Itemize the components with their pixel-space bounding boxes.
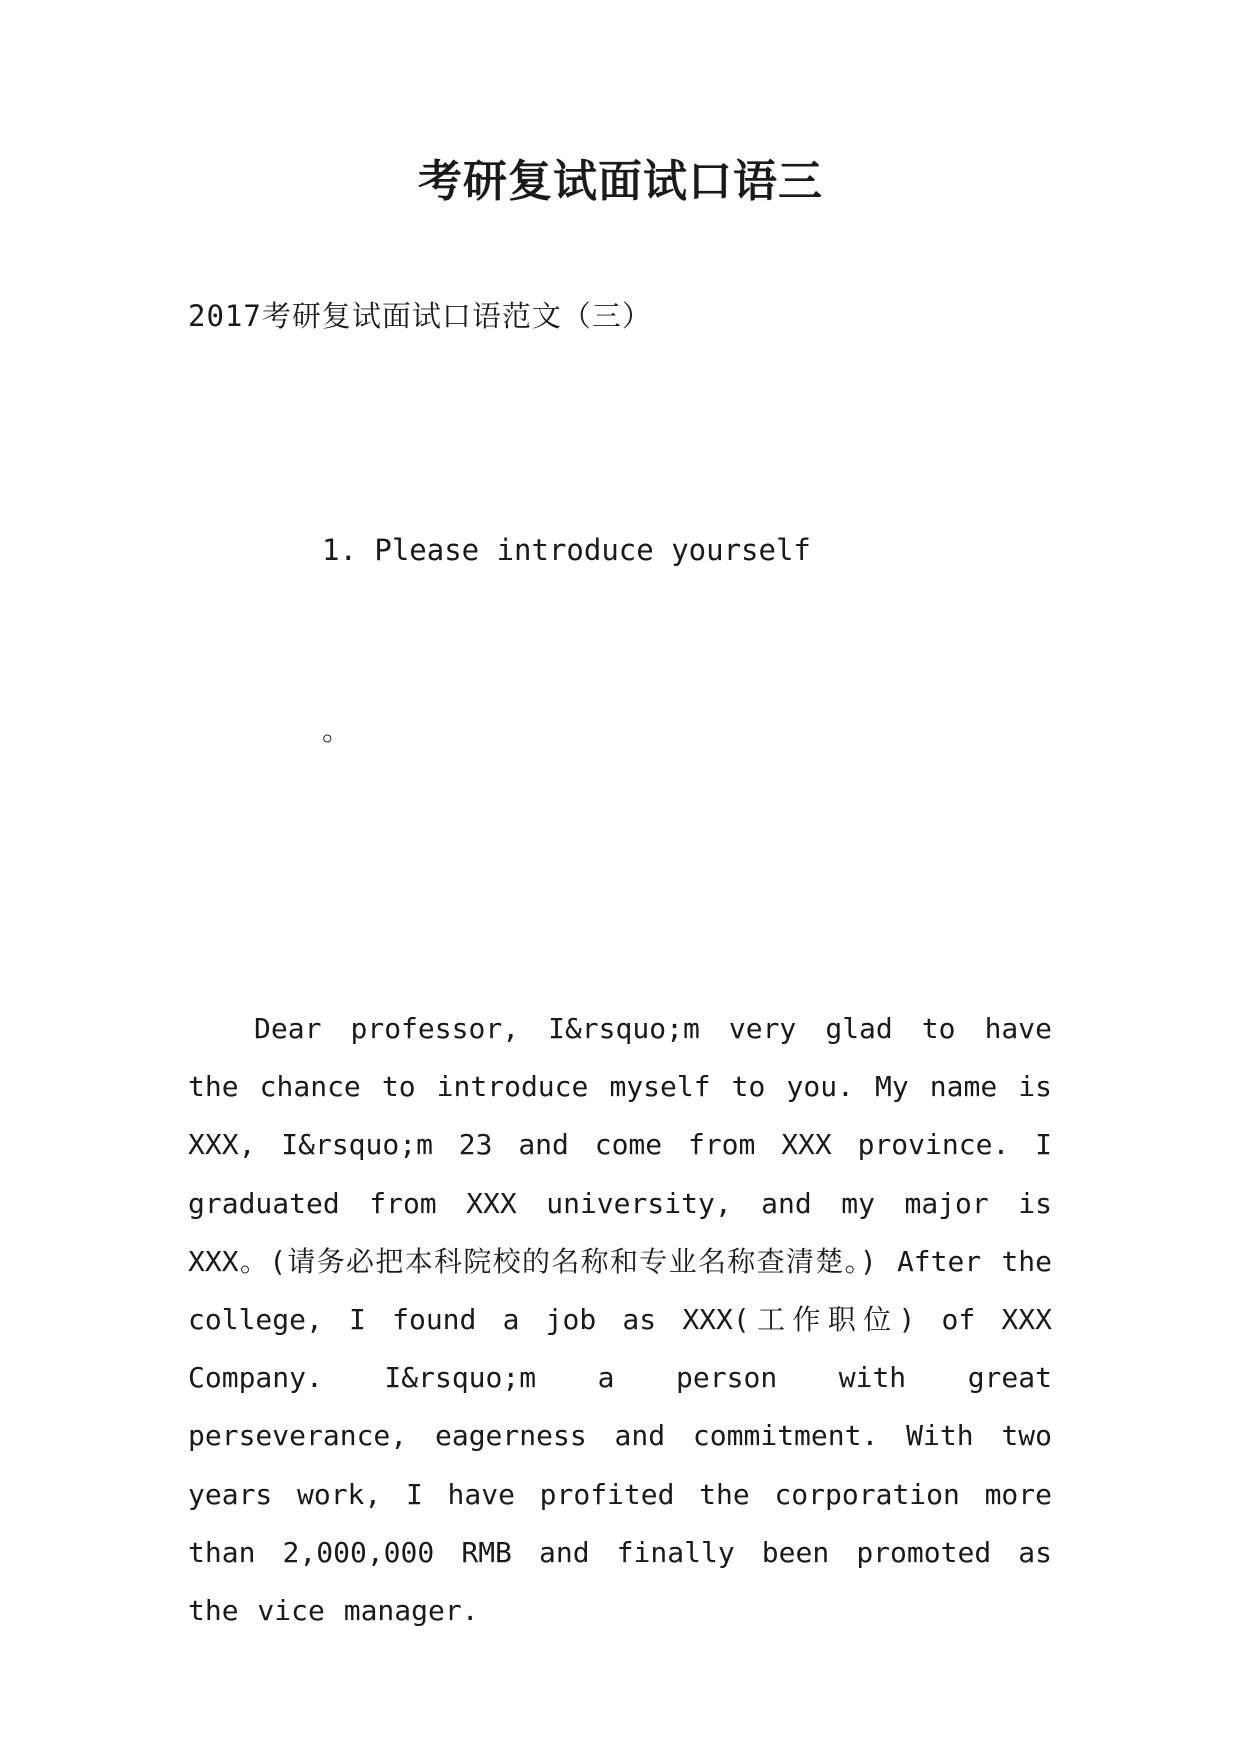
- separator-mark: 。: [322, 713, 352, 747]
- document-title: 考研复试面试口语三: [418, 156, 823, 207]
- document-subtitle: 2017考研复试面试口语范文（三）: [188, 299, 652, 333]
- question-heading: 1. Please introduce yourself: [322, 533, 811, 567]
- answer-paragraph: Dear professor, I&rsquo;m very glad to have the chance to introduce myself to you. My name is XXX, I&rsquo;m 23 and come from XXX province. I graduated from XXX university, and my major is XXX。(请务必把本科院校的名称和专业名称查清楚。) After the college, I found a job as XXX(工作职位) of XXX Company. I&rsquo;m a person with great perseverance, eagerness and commitment. With two years work, I have profited the corporation more than 2,000,000 RMB and finally been promoted as the vice manager.: [188, 1012, 1052, 1628]
